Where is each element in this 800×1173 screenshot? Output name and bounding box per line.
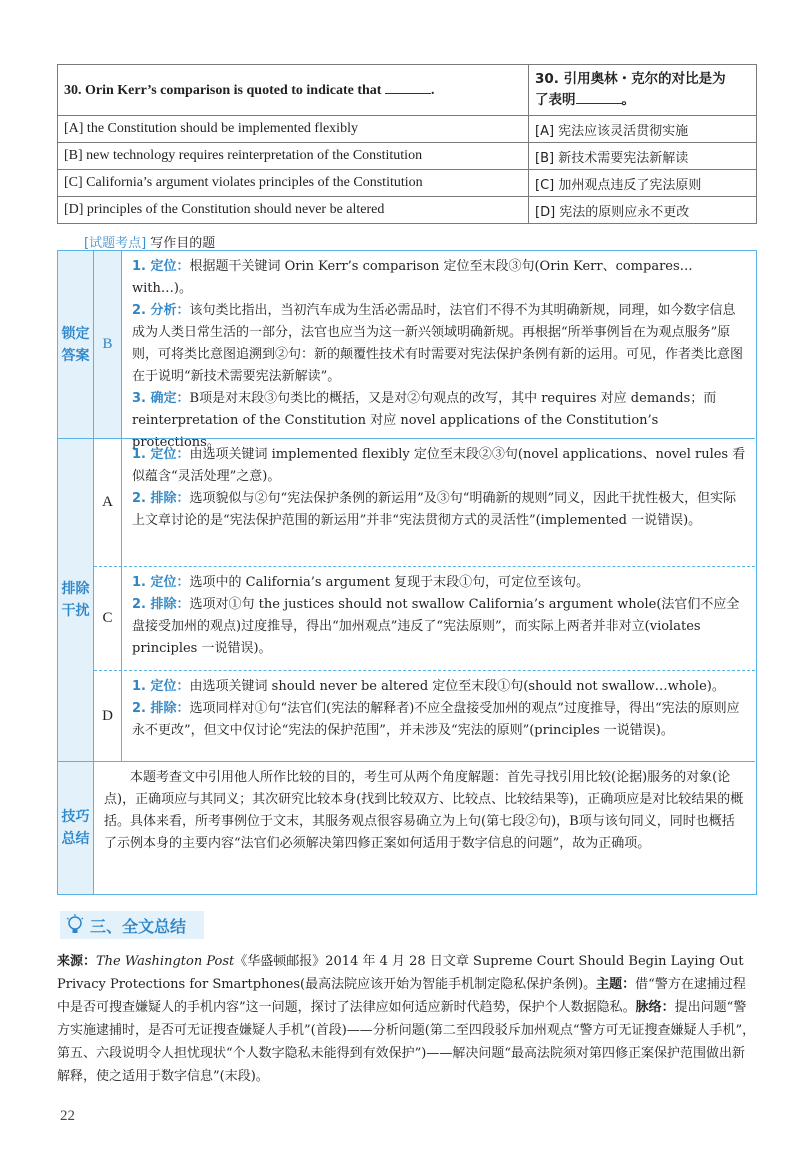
source-text: 《华盛顿邮报》2014 年 4 月 28 日文章 Supreme Court Should Begin Laying Out Privacy Protections for Smartphones(最高法院应该开始为智能手机制定隐私保护条例)。 <box>57 954 744 992</box>
answer-letter: B <box>94 251 122 438</box>
option-b-zh: [B] 新技术需要宪法新解读 <box>529 143 757 170</box>
option-a-en: [A] the Constitution should be implemented flexibly <box>58 116 529 143</box>
test-point-tag <box>84 232 215 251</box>
answer-label: 锁定 答案 <box>58 251 94 438</box>
option-b-en: [B] new technology requires reinterpretation of the Constitution <box>58 143 529 170</box>
question-table <box>57 64 757 224</box>
option-c-zh: [C] 加州观点违反了宪法原则 <box>529 170 757 197</box>
summary-paragraph <box>57 950 757 1088</box>
context-text: 提出问题“警方实施逮捕时，是否可无证搜查嫌疑人手机”(首段)——分析问题(第二至四段驳斥加州观点“警方可无证搜查嫌疑人手机”，第五、六段说明令人担忧现状“个人数字隐私未能得到有效保护”)——解决问题“最高法院须对第四修正案保护范围做出新解释，使之适用于数字信息”(末段)。 <box>57 1000 756 1084</box>
exclude-content-d: 1. 定位：由选项关键词 should never be altered 定位至末段①句(should not swallow…whole)。 2. 排除：选项同样对①句“法官们(宪法的解释者)不应全盘接受加州的观点”过度推导，得出“宪法的原则应永不更改”，但文中仅讨论“宪法的保护范围”，并未涉及“宪法的原则”(principles 一说错误)。 <box>132 679 740 738</box>
theme-label: 主题： <box>596 977 636 992</box>
analysis-grid <box>57 250 757 895</box>
option-c-en: [C] California’s argument violates principles of the Constitution <box>58 170 529 197</box>
page-number: 22 <box>60 1108 75 1124</box>
section-heading <box>60 911 204 939</box>
test-point-label: [试题考点] <box>84 236 147 251</box>
lightbulb-icon <box>66 914 84 936</box>
section-title: 三、全文总结 <box>90 916 187 936</box>
answer-content: 1. 定位：根据题干关键词 Orin Kerr’s comparison 定位至末段③句(Orin Kerr、compares…with…)。 2. 分析：该句类比指出，当初汽车成为生活必需品时，法官们不得不为其明确新规，同理，如今数字信息成为人类日常生活的一部分，法官也应当为这一新兴领域明确新规。再根据“所举事例旨在为观点服务”原则，可将类比意图追溯到②句：新的颠覆性技术有时需要对宪法保护条例有新的运用。可见，作者类比意图在于说明“新技术需要宪法新解读”。 3. 确定：B项是对末段③句类比的概括，又是对②句观点的改写，其中 requires 对应 demands；而 reinterpretation of the Constitution 对应 novel applications of the Constitution’s protections。 <box>132 259 744 450</box>
exclude-letter-d: D <box>94 671 122 761</box>
exclude-label: 排除 干扰 <box>58 439 94 761</box>
exclude-content-a: 1. 定位：由选项关键词 implemented flexibly 定位至末段②③句(novel applications、novel rules 看似蕴含“灵活处理”之意)。 2. 排除：选项貌似与②句“宪法保护条例的新运用”及③句“明确新的规则”同义，因此干扰性极大，但实际上文章讨论的是“宪法保护范围的新运用”并非“宪法贯彻方式的灵活性”(implemented 一说错误)。 <box>132 447 746 528</box>
exclude-letter-c: C <box>94 567 122 670</box>
source-publication: The Washington Post <box>96 954 235 969</box>
skill-label: 技巧 总结 <box>58 762 94 894</box>
option-a-zh: [A] 宪法应该灵活贯彻实施 <box>529 116 757 143</box>
option-d-zh: [D] 宪法的原则应永不更改 <box>529 197 757 224</box>
skill-content: 本题考查文中引用他人所作比较的目的，考生可从两个角度解题：首先寻找引用比较(论据)服务的对象(论点)，正确项应与其同义；其次研究比较本身(找到比较双方、比较点、比较结果等)，正确项应是对比较结果的概括。具体来看，所考事例位于文末，其服务观点很容易确立为上句(第七段②句)，B项与该句同义，同时也概括了示例本身的主要内容“法官们必须解决第四修正案如何适用于数字信息的问题”，故为正确项。 <box>104 770 744 851</box>
exclude-letter-a: A <box>94 439 122 566</box>
theme-text: 借“警方在逮捕过程中是否可搜查嫌疑人的手机内容”这一问题，探讨了法律应如何适应新时代趋势，保护个人数据隐私。 <box>57 977 746 1015</box>
question-stem-en: 30. Orin Kerr’s comparison is quoted to indicate that . <box>58 65 529 116</box>
option-d-en: [D] principles of the Constitution should never be altered <box>58 197 529 224</box>
test-point-text: 写作目的题 <box>150 236 216 251</box>
exclude-content-c: 1. 定位：选项中的 California’s argument 复现于末段①句，可定位至该句。 2. 排除：选项对①句 the justices should not swallow California’s argument whole(法官们不应全盘接受加州的观点)过度推导，得出“加州观点”违反了“宪法原则”，而实际上两者并非对立(violates principles 一说错误)。 <box>132 575 740 656</box>
source-label: 来源： <box>57 954 97 969</box>
question-stem-zh: 30. 引用奥林・克尔的对比是为 了表明 。 <box>529 65 757 116</box>
context-label: 脉络： <box>635 1000 675 1015</box>
